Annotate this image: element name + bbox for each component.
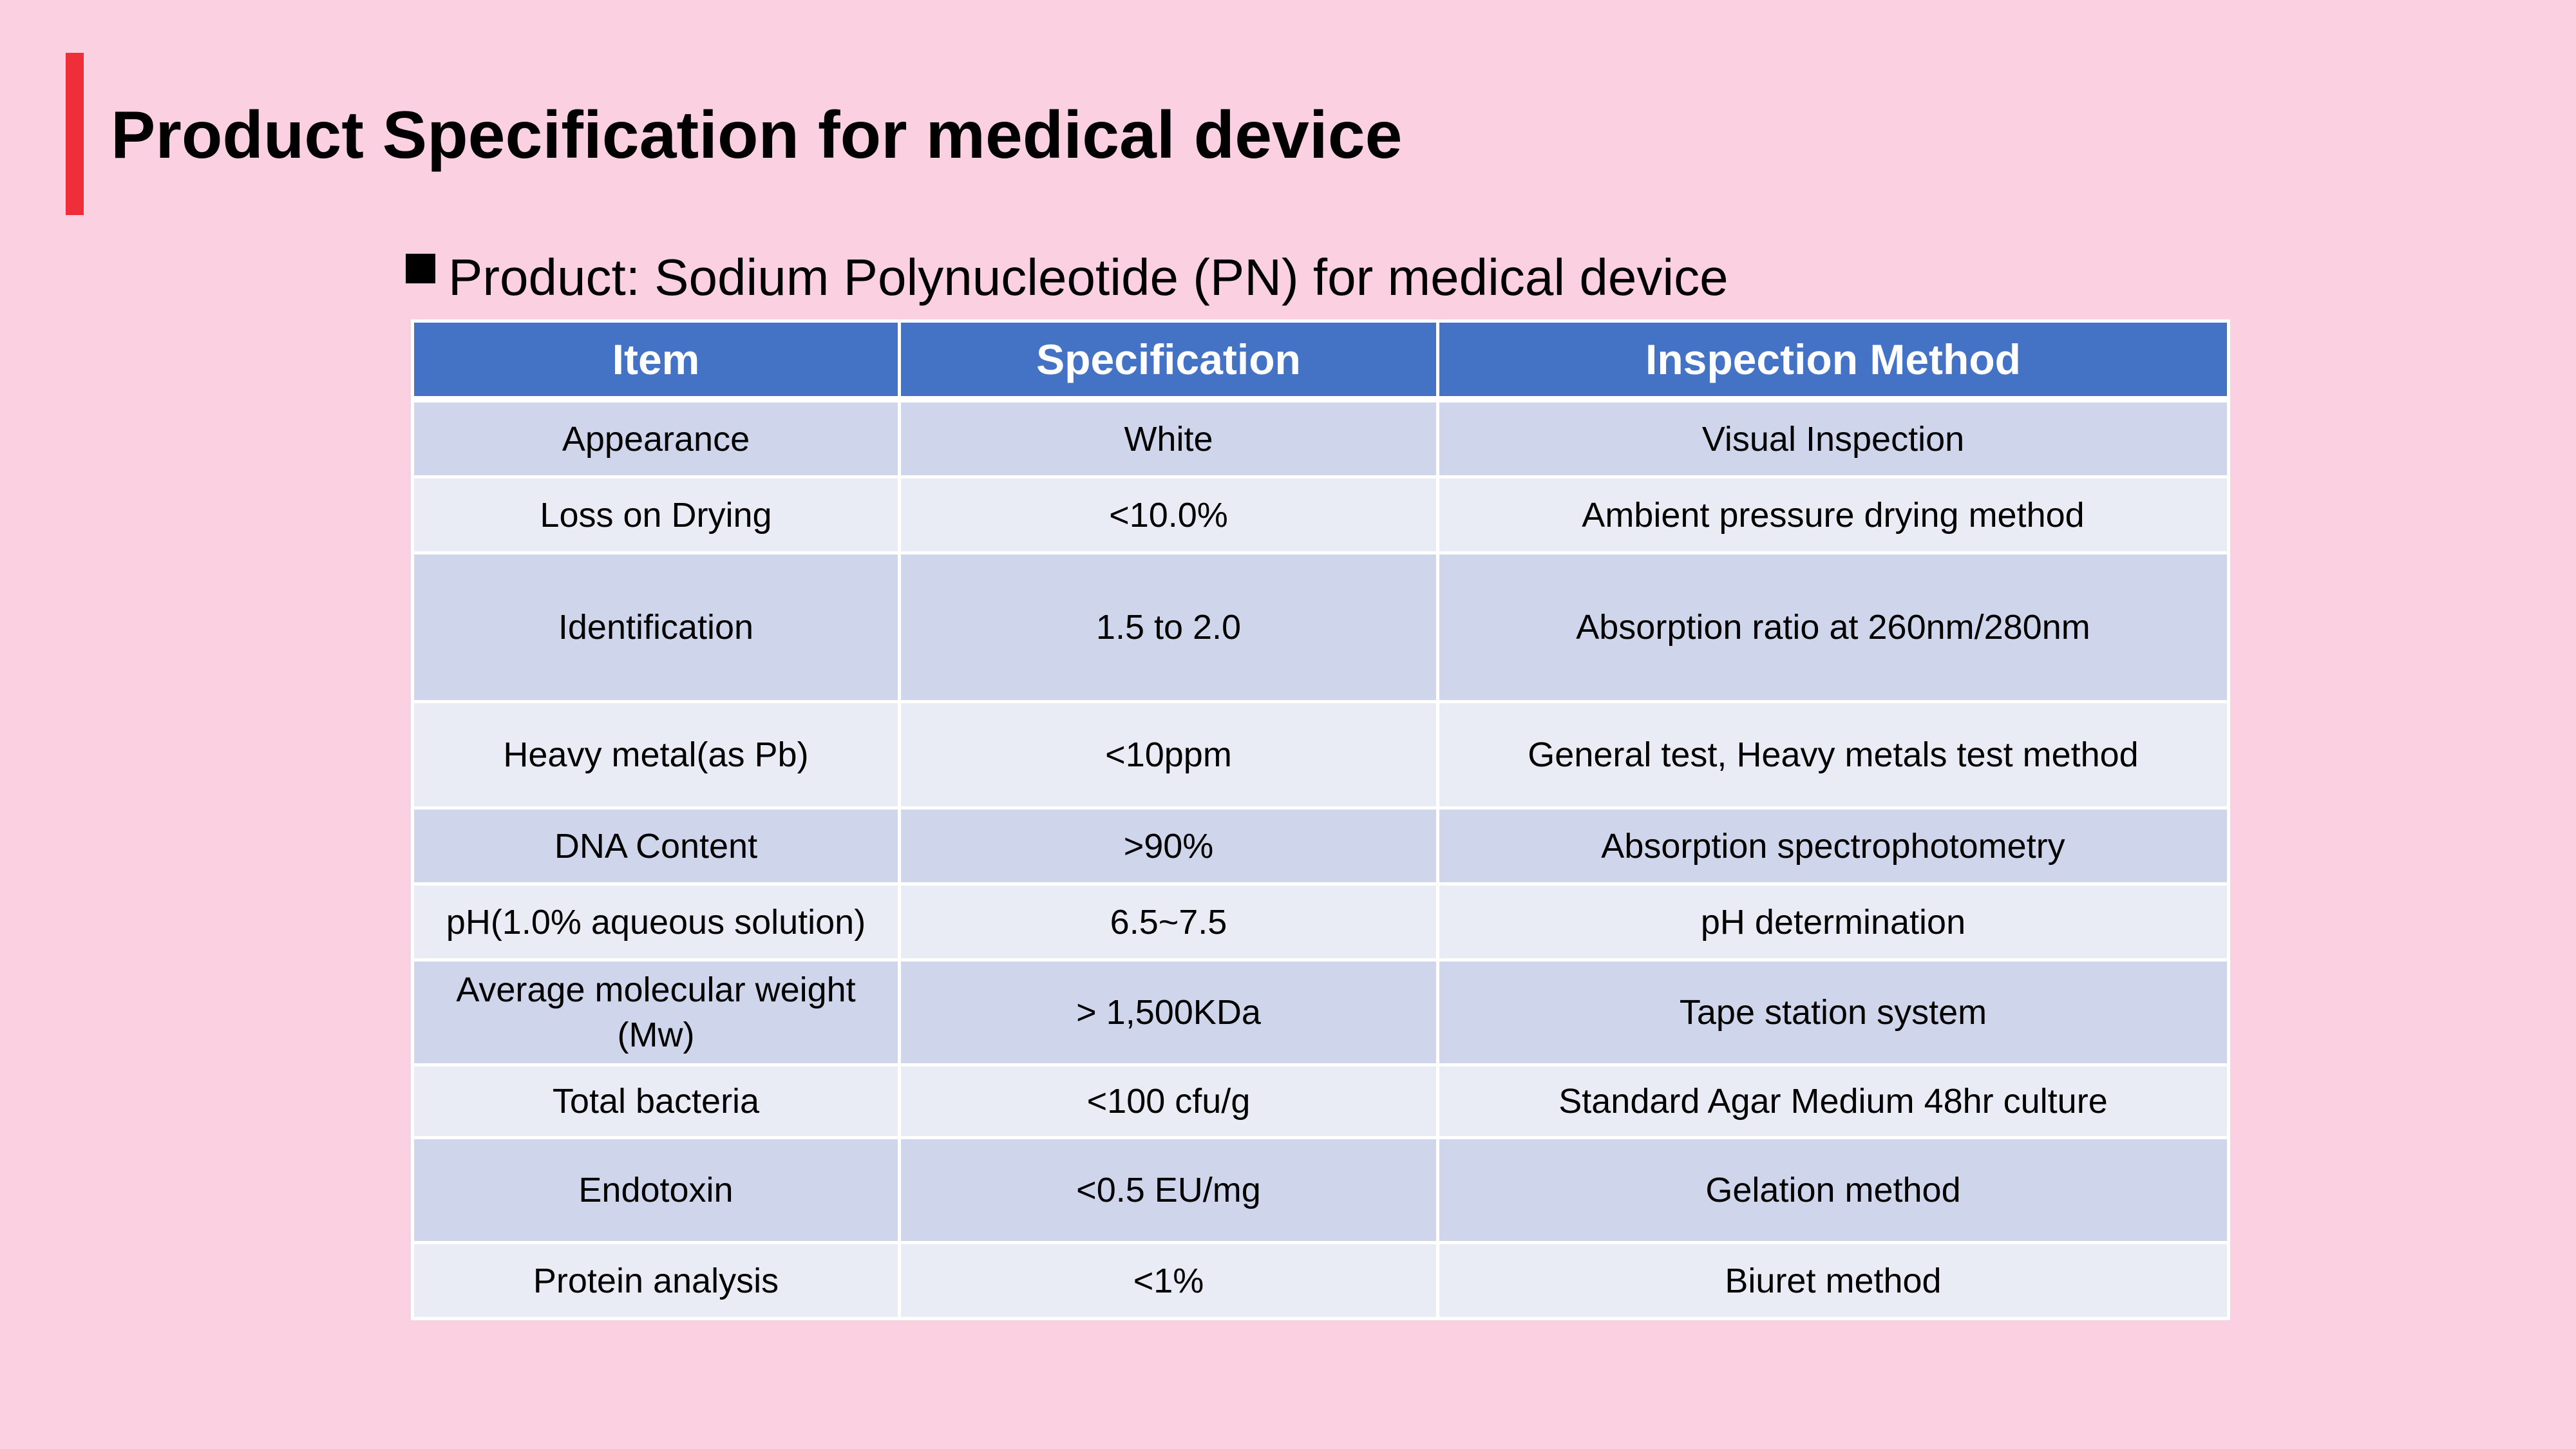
table-row — [413, 702, 2229, 808]
cell-inspection-method: General test, Heavy metals test method — [1438, 702, 2229, 808]
cell-item: Protein analysis — [413, 1243, 900, 1319]
cell-inspection-method: Tape station system — [1438, 960, 2229, 1065]
cell-inspection-method: Visual Inspection — [1438, 399, 2229, 477]
product-subtitle-text: Product: Sodium Polynucleotide (PN) for medical device — [448, 249, 1728, 306]
table-row — [413, 399, 2229, 477]
cell-inspection-method: Ambient pressure drying method — [1438, 477, 2229, 553]
cell-inspection-method: pH determination — [1438, 884, 2229, 960]
cell-item: Loss on Drying — [413, 477, 900, 553]
cell-inspection-method: Standard Agar Medium 48hr culture — [1438, 1065, 2229, 1138]
cell-inspection-method: Biuret method — [1438, 1243, 2229, 1319]
cell-specification: <1% — [900, 1243, 1438, 1319]
cell-item: DNA Content — [413, 808, 900, 884]
table-row — [413, 960, 2229, 1065]
cell-inspection-method: Gelation method — [1438, 1138, 2229, 1243]
cell-specification: <10.0% — [900, 477, 1438, 553]
square-bullet-icon — [406, 254, 435, 283]
cell-item: Appearance — [413, 399, 900, 477]
header-specification: Specification — [900, 321, 1438, 400]
cell-item: pH(1.0% aqueous solution) — [413, 884, 900, 960]
table-row — [413, 1243, 2229, 1319]
header-item: Item — [413, 321, 900, 400]
cell-specification: <100 cfu/g — [900, 1065, 1438, 1138]
cell-item: Average molecular weight (Mw) — [413, 960, 900, 1065]
page-title: Product Specification for medical device — [111, 98, 1403, 173]
cell-specification: > 1,500KDa — [900, 960, 1438, 1065]
cell-specification: White — [900, 399, 1438, 477]
cell-inspection-method: Absorption spectrophotometry — [1438, 808, 2229, 884]
table-row — [413, 553, 2229, 702]
cell-item: Heavy metal(as Pb) — [413, 702, 900, 808]
table-row — [413, 884, 2229, 960]
header-inspection-method: Inspection Method — [1438, 321, 2229, 400]
specification-table — [411, 319, 2230, 1320]
cell-specification: <10ppm — [900, 702, 1438, 808]
table-header-row — [413, 321, 2229, 400]
table-row — [413, 808, 2229, 884]
cell-inspection-method: Absorption ratio at 260nm/280nm — [1438, 553, 2229, 702]
cell-specification: >90% — [900, 808, 1438, 884]
cell-specification: 6.5~7.5 — [900, 884, 1438, 960]
title-accent-bar — [66, 53, 84, 215]
table-row — [413, 477, 2229, 553]
cell-item: Endotoxin — [413, 1138, 900, 1243]
cell-specification: <0.5 EU/mg — [900, 1138, 1438, 1243]
cell-specification: 1.5 to 2.0 — [900, 553, 1438, 702]
cell-item: Identification — [413, 553, 900, 702]
table-row — [413, 1138, 2229, 1243]
table-row — [413, 1065, 2229, 1138]
product-subtitle — [406, 242, 1728, 313]
cell-item: Total bacteria — [413, 1065, 900, 1138]
